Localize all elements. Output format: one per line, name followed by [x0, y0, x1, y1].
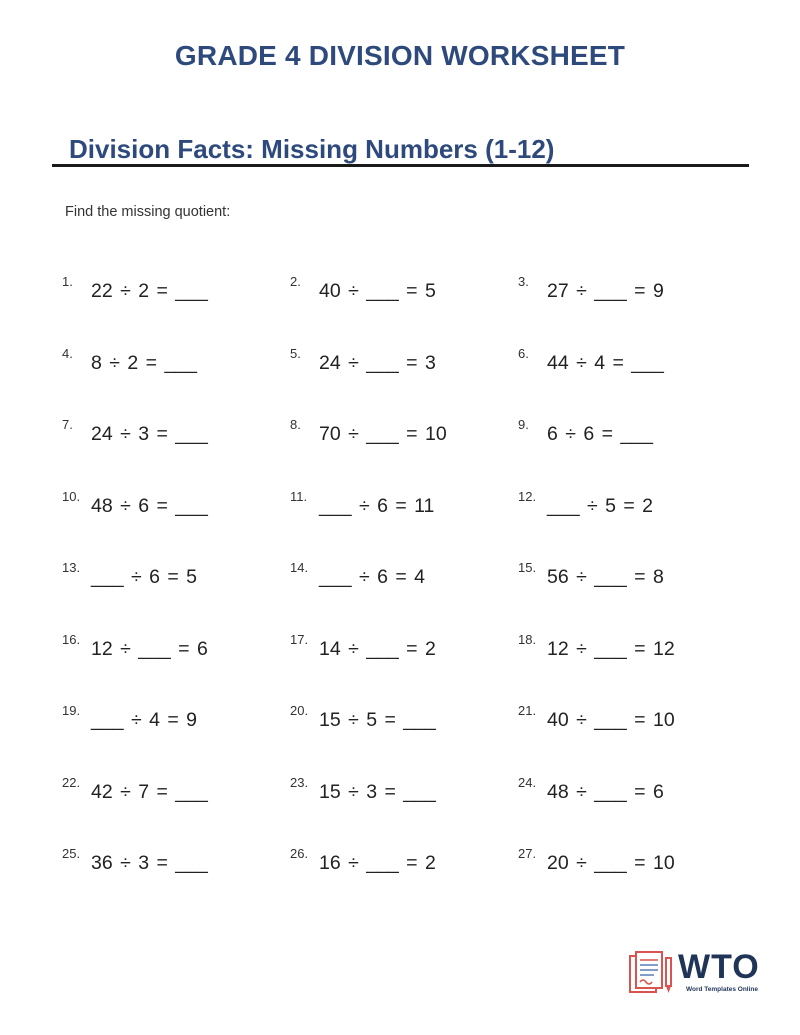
problem-number: 18.	[518, 631, 537, 647]
problem-expression: 6 ÷ 6 = ___	[547, 423, 653, 445]
problem-item	[518, 703, 738, 733]
problem-number: 10.	[62, 488, 81, 504]
problem-expression: 15 ÷ 3 = ___	[319, 780, 436, 803]
problem-expression: ___ ÷ 6 = 4	[319, 566, 425, 588]
problem-expression: 12 ÷ ___ = 6	[91, 637, 208, 660]
problem-item	[290, 417, 510, 447]
problem-number: 5.	[290, 345, 301, 361]
problem-item	[290, 346, 510, 376]
problem-item	[518, 489, 738, 519]
problem-item	[518, 417, 738, 447]
logo-tagline: Word Templates Online	[686, 986, 758, 993]
problem-expression: 27 ÷ ___ = 9	[547, 280, 664, 302]
problem-expression: 44 ÷ 4 = ___	[547, 351, 664, 374]
problem-item	[290, 489, 510, 519]
problem-expression: 24 ÷ 3 = ___	[91, 423, 208, 445]
problem-expression: 48 ÷ 6 = ___	[91, 494, 208, 517]
problem-item	[62, 775, 282, 805]
problem-number: 13.	[62, 560, 81, 575]
document-pen-icon	[628, 948, 678, 998]
problem-expression: 14 ÷ ___ = 2	[319, 637, 436, 660]
logo-text: WTO	[678, 948, 760, 986]
problem-item	[290, 775, 510, 805]
problem-number: 6.	[518, 345, 529, 361]
problem-number: 8.	[290, 417, 301, 432]
instructions-text: Find the missing quotient:	[65, 204, 231, 220]
problem-expression: 15 ÷ 5 = ___	[319, 709, 436, 731]
problem-item	[62, 632, 282, 662]
page-title: GRADE 4 DIVISION WORKSHEET	[174, 40, 626, 71]
problem-expression: ___ ÷ 6 = 11	[319, 494, 435, 517]
problem-item	[518, 632, 738, 662]
problem-expression: 42 ÷ 7 = ___	[91, 780, 208, 803]
problem-expression: 22 ÷ 2 = ___	[91, 280, 208, 302]
problem-expression: 40 ÷ ___ = 10	[547, 709, 675, 731]
problem-item	[62, 417, 282, 447]
problem-expression: 40 ÷ ___ = 5	[319, 280, 436, 302]
problem-number: 11.	[290, 488, 308, 504]
problem-number: 27.	[518, 846, 537, 861]
problem-item	[62, 560, 282, 590]
problem-number: 7.	[62, 417, 73, 432]
problem-number: 4.	[62, 345, 73, 361]
problem-item	[62, 489, 282, 519]
problem-number: 25.	[62, 846, 81, 861]
problem-item	[62, 703, 282, 733]
section-heading: Division Facts: Missing Numbers (1-12)	[69, 134, 555, 164]
problem-number: 16.	[62, 631, 81, 647]
problem-number: 3.	[518, 274, 529, 289]
problem-item	[290, 274, 510, 304]
problem-number: 22.	[62, 774, 81, 790]
problem-number: 19.	[62, 703, 81, 718]
problem-item	[290, 846, 510, 876]
problem-expression: ___ ÷ 5 = 2	[547, 494, 653, 517]
problem-number: 21.	[518, 703, 537, 718]
problem-expression: 24 ÷ ___ = 3	[319, 351, 436, 374]
problem-number: 1.	[62, 274, 73, 289]
problem-item	[518, 775, 738, 805]
problem-expression: 20 ÷ ___ = 10	[547, 852, 675, 874]
problem-item	[290, 703, 510, 733]
problem-expression: 36 ÷ 3 = ___	[91, 852, 208, 874]
problem-number: 15.	[518, 560, 537, 575]
problem-number: 2.	[290, 274, 301, 289]
problem-number: 24.	[518, 774, 537, 790]
problem-item	[62, 274, 282, 304]
problem-item	[62, 846, 282, 876]
problem-expression: 12 ÷ ___ = 12	[547, 637, 675, 660]
wto-logo	[628, 946, 773, 998]
problem-expression: 70 ÷ ___ = 10	[319, 423, 447, 445]
problem-item	[518, 560, 738, 590]
problem-expression: 56 ÷ ___ = 8	[547, 566, 664, 588]
problem-item	[518, 274, 738, 304]
problem-number: 9.	[518, 417, 529, 432]
problem-number: 14.	[290, 560, 309, 575]
problem-item	[518, 846, 738, 876]
problem-expression: 8 ÷ 2 = ___	[91, 351, 197, 374]
problem-number: 20.	[290, 703, 309, 718]
problem-expression: 48 ÷ ___ = 6	[547, 780, 664, 803]
problem-item	[62, 346, 282, 376]
problem-number: 26.	[290, 846, 309, 861]
problem-item	[290, 632, 510, 662]
problem-number: 12.	[518, 488, 537, 504]
problem-number: 17.	[290, 631, 309, 647]
heading-divider	[52, 164, 749, 167]
problem-expression: 16 ÷ ___ = 2	[319, 852, 436, 874]
problem-item	[290, 560, 510, 590]
problem-expression: ___ ÷ 4 = 9	[91, 709, 197, 731]
problem-item	[518, 346, 738, 376]
problem-expression: ___ ÷ 6 = 5	[91, 566, 197, 588]
problem-number: 23.	[290, 774, 309, 790]
